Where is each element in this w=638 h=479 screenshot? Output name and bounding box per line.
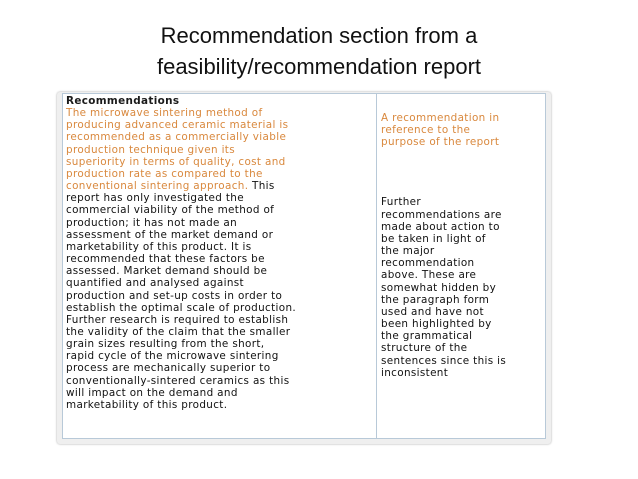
paragraph-line xyxy=(66,229,374,241)
paragraph-line xyxy=(66,204,374,216)
paragraph-line xyxy=(66,265,374,277)
recommendations-text-column xyxy=(66,95,374,411)
paragraph-line-text: recommended that these factors be xyxy=(66,253,265,266)
slide-title xyxy=(0,20,638,82)
annotation-further-line: made about action to xyxy=(381,220,500,233)
paragraph-line-text: production technique given its xyxy=(66,143,235,156)
paragraph-line-text: producing advanced ceramic material is xyxy=(66,119,289,132)
paragraph-line xyxy=(66,180,374,192)
paragraph-line xyxy=(66,399,374,411)
paragraph-line-text: the validity of the claim that the smaller xyxy=(66,325,291,338)
paragraph-line-text: establish the optimal scale of production. xyxy=(66,301,297,314)
paragraph-line-text: conventionally-sintered ceramics as this xyxy=(66,374,290,387)
annotation-further-line: Further xyxy=(381,196,422,209)
paragraph-line-text: recommended as a commercially viable xyxy=(66,131,287,144)
paragraph-line-text: grain sizes resulting from the short, xyxy=(66,338,265,351)
paragraph-line-text: production rate as compared to the xyxy=(66,167,263,180)
annotation-further-line: somewhat hidden by xyxy=(381,281,497,294)
paragraph-line xyxy=(66,119,374,131)
annotation-further-line: sentences since this is xyxy=(381,354,507,367)
annotation-primary-line: A recommendation in xyxy=(381,112,500,124)
paragraph-line xyxy=(66,277,374,289)
paragraph-line xyxy=(66,192,374,204)
annotation-further-line: the grammatical xyxy=(381,330,473,343)
paragraph-line-text: assessment of the market demand or xyxy=(66,228,274,241)
annotation-further-line: the paragraph form xyxy=(381,293,490,306)
paragraph-line-text: production; it has not made an xyxy=(66,216,238,229)
paragraph-line-text: report has only investigated the xyxy=(66,192,244,205)
recommendations-table xyxy=(62,93,546,439)
paragraph-line xyxy=(66,144,374,156)
paragraph-line xyxy=(66,350,374,362)
paragraph-line xyxy=(66,107,374,119)
paragraph-line-text: will impact on the demand and xyxy=(66,386,238,399)
paragraph-line-text: marketability of this product. xyxy=(66,398,228,411)
recommendations-heading: Recommendations xyxy=(66,95,180,107)
paragraph-line xyxy=(66,253,374,265)
paragraph-line xyxy=(66,302,374,314)
annotation-further-line: above. These are xyxy=(381,269,477,282)
paragraph-line xyxy=(66,387,374,399)
annotation-further-line: structure of the xyxy=(381,342,468,355)
column-divider xyxy=(376,94,377,438)
paragraph-line-text: superiority in terms of quality, cost and xyxy=(66,155,286,168)
slide-title-line-1: Recommendation section from a xyxy=(160,23,478,48)
paragraph-line-text: marketability of this product. It is xyxy=(66,240,252,253)
annotation-column xyxy=(381,112,543,379)
annotation-further-line: used and have not xyxy=(381,305,484,318)
slide-title-line-2: feasibility/recommendation report xyxy=(156,54,482,79)
paragraph-line xyxy=(66,338,374,350)
paragraph-line xyxy=(66,241,374,253)
annotation-primary-line: purpose of the report xyxy=(381,136,500,149)
annotation-primary xyxy=(381,112,543,148)
paragraph-line xyxy=(66,290,374,302)
paragraph-line xyxy=(66,314,374,326)
paragraph-line xyxy=(66,131,374,143)
paragraph-line xyxy=(66,156,374,168)
annotation-further-line: inconsistent xyxy=(381,366,449,379)
paragraph-line-text: The microwave sintering method of xyxy=(66,107,263,120)
annotation-further-line: recommendation xyxy=(381,257,475,270)
annotation-further xyxy=(381,196,543,378)
annotation-further-line: be taken in light of xyxy=(381,232,486,245)
paragraph-line-text: rapid cycle of the microwave sintering xyxy=(66,350,279,363)
paragraph-line-tail: This xyxy=(248,180,275,193)
paragraph-line-text: assessed. Market demand should be xyxy=(66,265,268,278)
paragraph-line-text: Further research is required to establish xyxy=(66,313,289,326)
paragraph-line-text: commercial viability of the method of xyxy=(66,204,275,217)
annotation-further-line: recommendations are xyxy=(381,208,502,221)
paragraph-line-text: process are mechanically superior to xyxy=(66,362,271,375)
recommendations-paragraph xyxy=(66,107,374,411)
annotation-further-line: the major xyxy=(381,245,435,258)
paragraph-line xyxy=(66,362,374,374)
paragraph-line xyxy=(66,375,374,387)
annotation-primary-line: reference to the xyxy=(381,124,471,137)
paragraph-line xyxy=(66,217,374,229)
paragraph-line xyxy=(66,168,374,180)
paragraph-line-text: production and set-up costs in order to xyxy=(66,289,283,302)
paragraph-line xyxy=(66,326,374,338)
paragraph-line-text: quantified and analysed against xyxy=(66,277,244,290)
paragraph-line-text: conventional sintering approach. xyxy=(66,180,249,193)
annotation-further-line: been highlighted by xyxy=(381,318,492,331)
